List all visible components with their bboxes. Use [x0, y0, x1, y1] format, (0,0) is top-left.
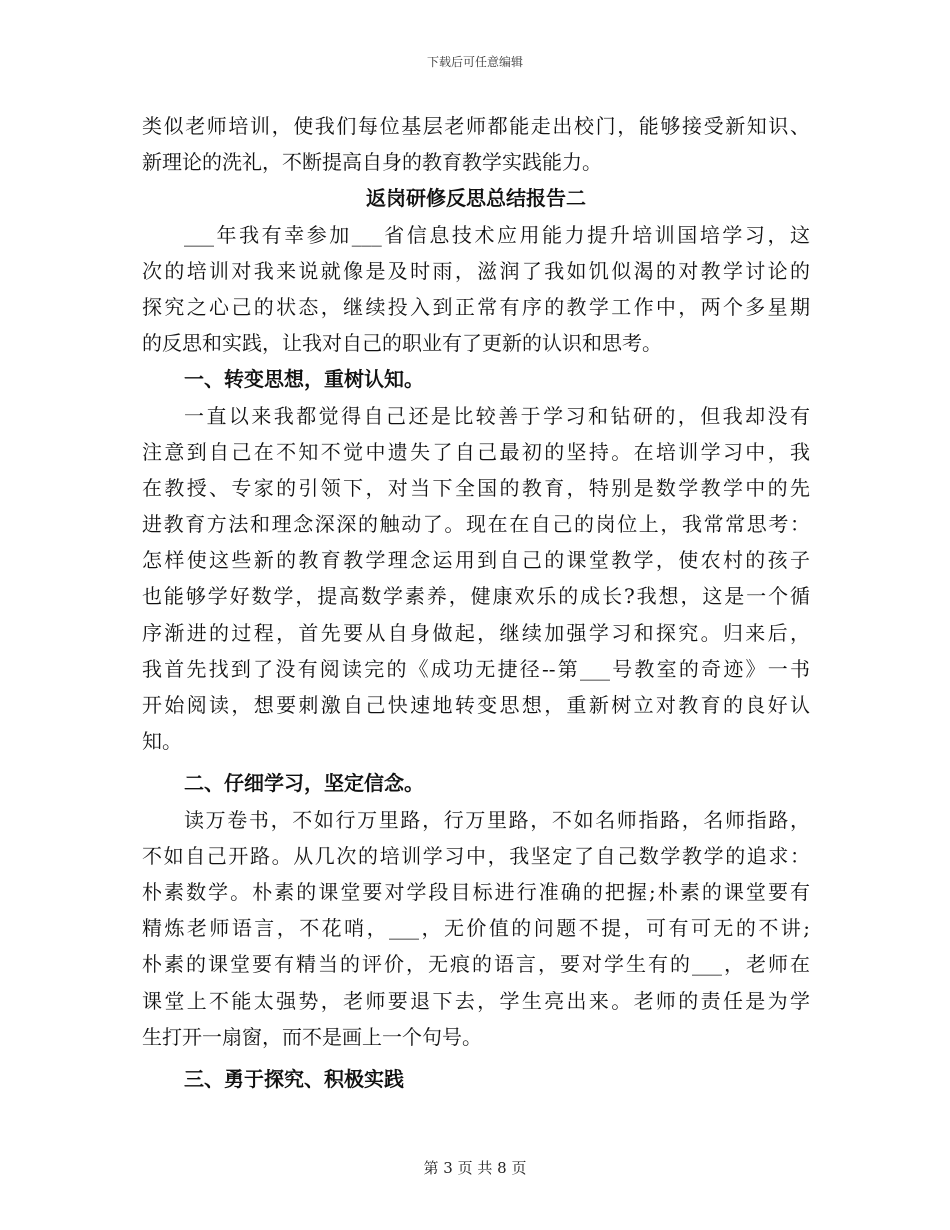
- paragraph-line: 课堂上不能太强势，老师要退下去，学生亮出来。老师的责任是为学: [142, 988, 810, 1013]
- paragraph-line: 进教育方法和理念深深的触动了。现在在自己的岗位上，我常常思考：: [142, 512, 810, 537]
- report-title: 返岗研修反思总结报告二: [366, 186, 586, 211]
- intro-line: 类似老师培训，使我们每位基层老师都能走出校门，能够接受新知识、: [142, 114, 810, 138]
- paragraph-line: 注意到自己在不知不觉中遗失了自己最初的坚持。在培训学习中，我: [142, 439, 810, 464]
- intro-line: 新理论的洗礼，不断提高自身的教育教学实践能力。: [142, 150, 602, 175]
- paragraph-line: 一直以来我都觉得自己还是比较善于学习和钻研的，但我却没有: [184, 403, 810, 428]
- paragraph-line: 读万卷书，不如行万里路，行万里路，不如名师指路，名师指路，: [184, 807, 810, 832]
- page-number: 第 3 页 共 8 页: [423, 1159, 527, 1177]
- section-heading: 一、转变思想，重树认知。: [184, 367, 424, 392]
- paragraph-line: 生打开一扇窗，而不是画上一个句号。: [142, 1024, 482, 1049]
- paragraph-line: ___年我有幸参加___省信息技术应用能力提升培训国培学习，这: [184, 222, 810, 247]
- paragraph-line: 我首先找到了没有阅读完的《成功无捷径--第___号教室的奇迹》一书: [142, 656, 810, 681]
- paragraph-line: 在教授、专家的引领下，对当下全国的教育，特别是数学教学中的先: [142, 475, 810, 500]
- paragraph-line: 序渐进的过程，首先要从自身做起，继续加强学习和探究。归来后，: [142, 620, 810, 645]
- paragraph-line: 朴素数学。朴素的课堂要对学段目标进行准确的把握;朴素的课堂要有: [142, 879, 810, 904]
- paragraph-line: 的反思和实践，让我对自己的职业有了更新的认识和思考。: [142, 331, 662, 356]
- header-note: 下载后可任意编辑: [426, 55, 523, 69]
- paragraph-line: 次的培训对我来说就像是及时雨，滋润了我如饥似渴的对教学讨论的: [142, 258, 810, 283]
- paragraph-line: 怎样使这些新的教育教学理念运用到自己的课堂教学，使农村的孩子: [142, 548, 810, 573]
- paragraph-line: 知。: [142, 729, 182, 754]
- paragraph-line: 精炼老师语言，不花哨，___，无价值的问题不提，可有可无的不讲;: [142, 916, 810, 941]
- section-heading: 三、勇于探究、积极实践: [184, 1066, 404, 1091]
- document-body: [142, 108, 810, 1097]
- section-heading: 二、仔细学习，坚定信念。: [184, 771, 424, 796]
- paragraph-line: 探究之心己的状态，继续投入到正常有序的教学工作中，两个多星期: [142, 294, 810, 319]
- paragraph-line: 不如自己开路。从几次的培训学习中，我坚定了自己数学教学的追求：: [142, 843, 810, 868]
- paragraph-line: 也能够学好数学，提高数学素养，健康欢乐的成长?我想，这是一个循: [142, 584, 810, 609]
- paragraph-line: 开始阅读，想要刺激自己快速地转变思想，重新树立对教育的良好认: [142, 693, 810, 717]
- paragraph-line: 朴素的课堂要有精当的评价，无痕的语言，要对学生有的___，老师在: [142, 952, 810, 977]
